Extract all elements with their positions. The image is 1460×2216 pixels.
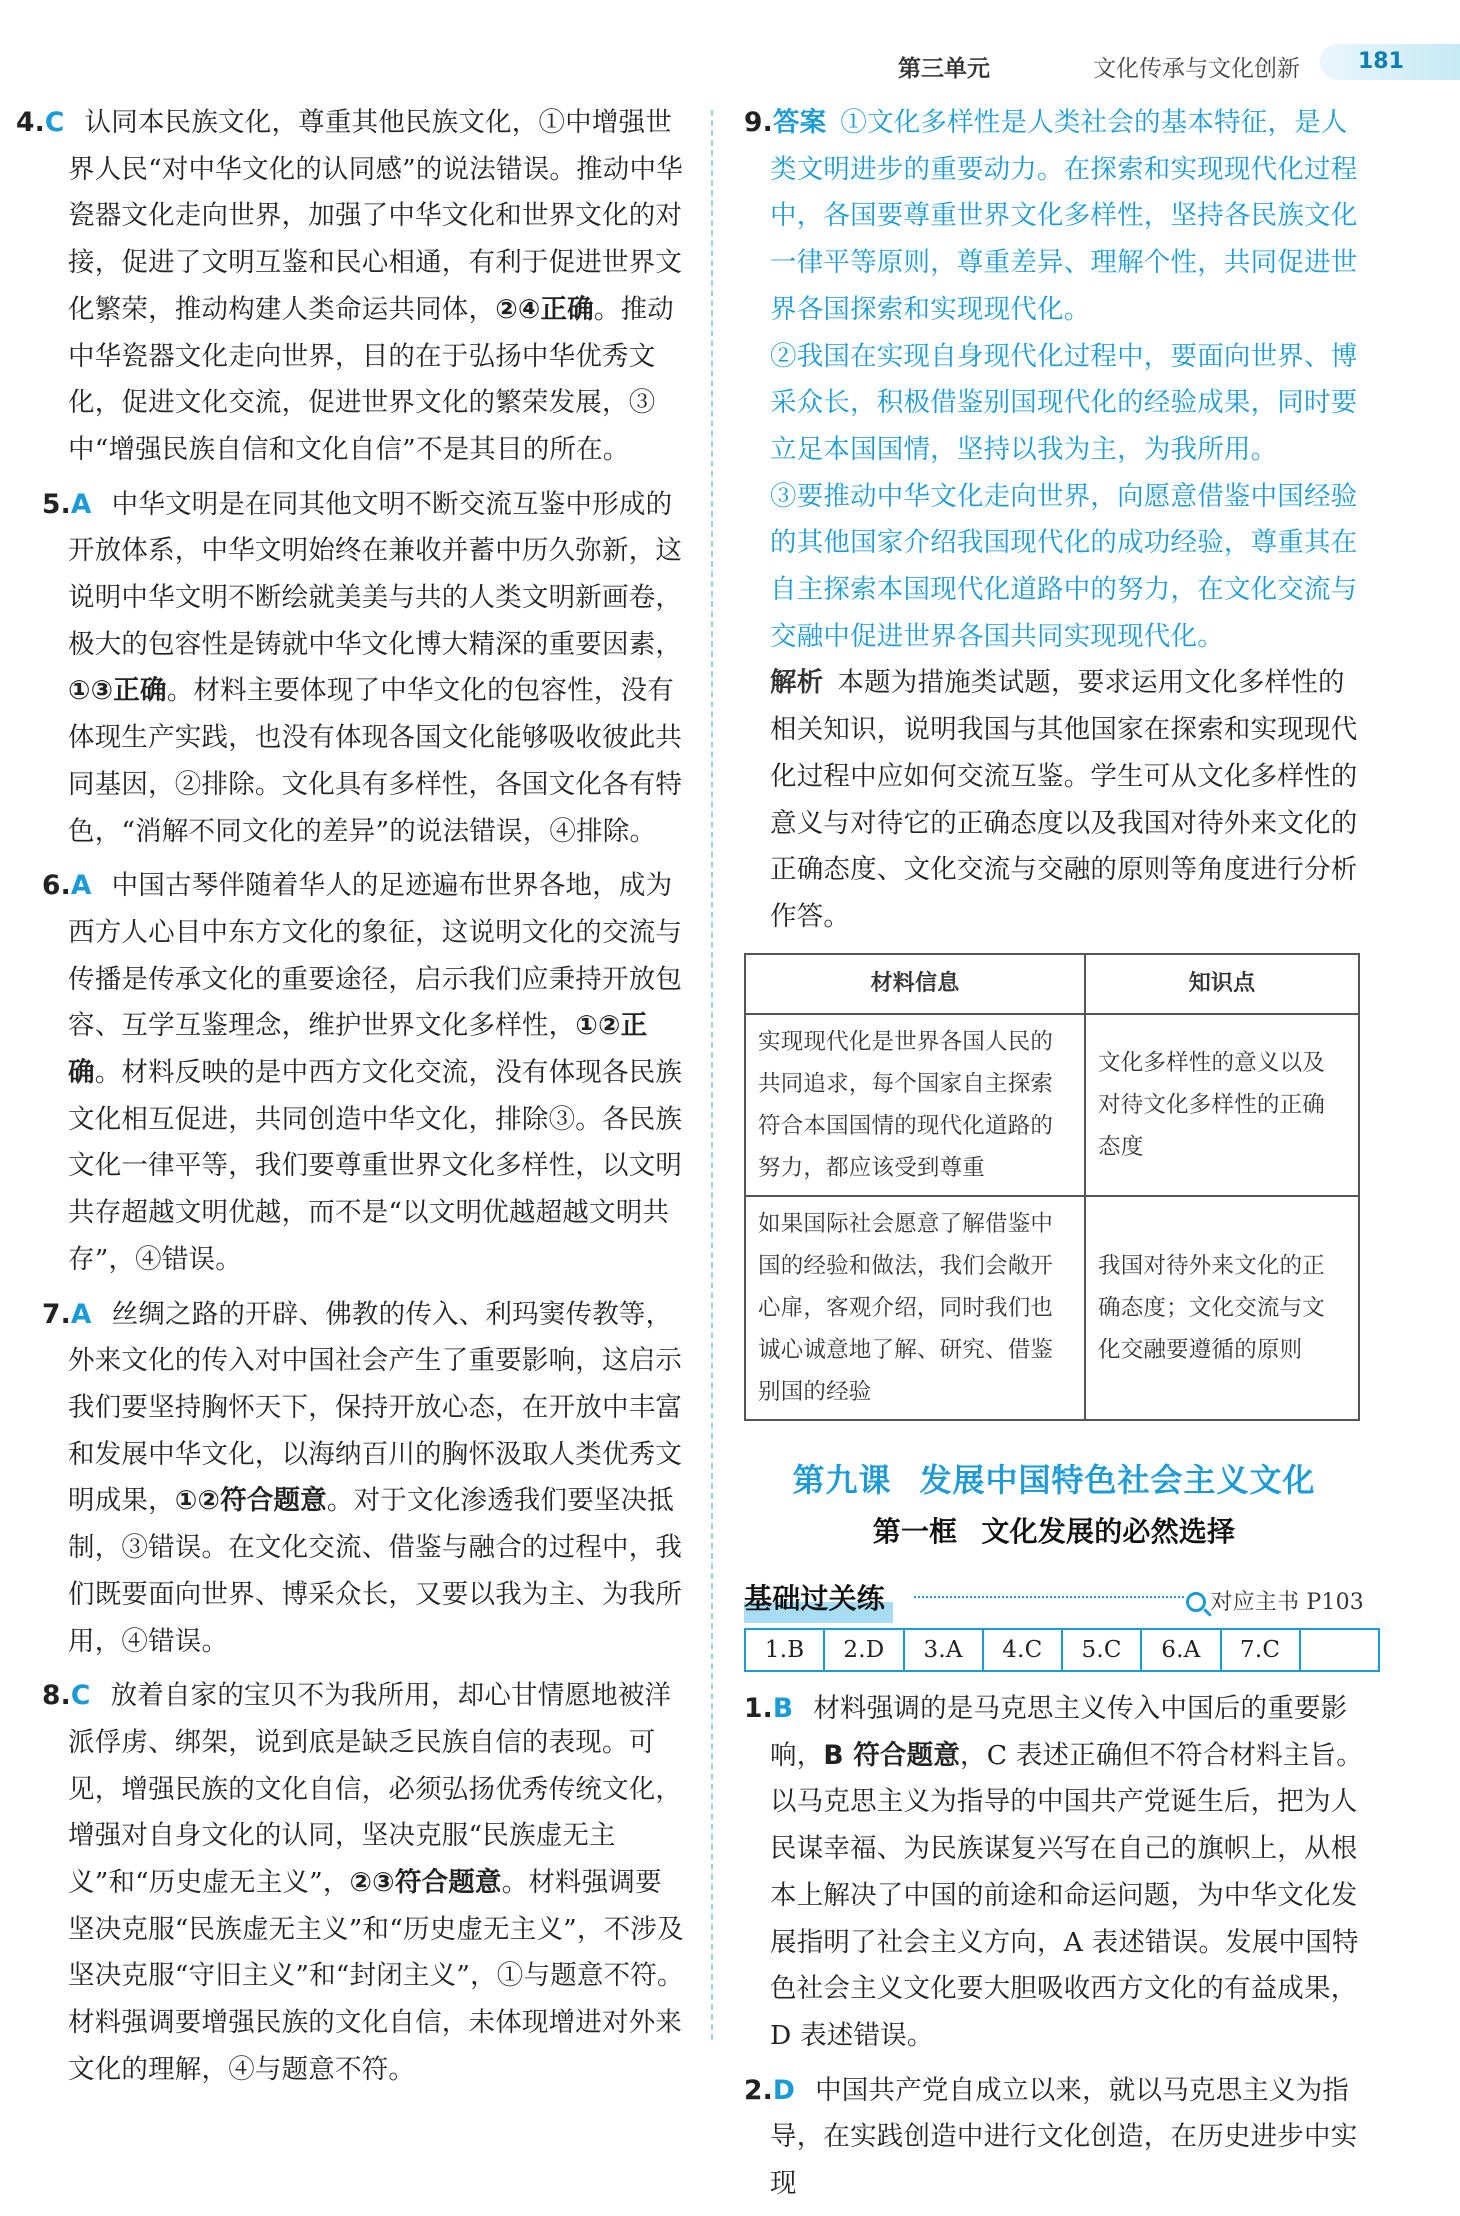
item-text: 放着自家的宝贝不为我所用，却心甘情愿地被洋派俘虏、绑架，说到底是缺乏民族自信的表现。可见，增强民族的文化自信，必须弘扬优秀传统文化，增强对自身文化的认同，坚决克服“民族虚无主义”和“历史虚无主义”， — [68, 1680, 683, 1899]
analysis-label: 解析 — [770, 667, 824, 699]
item-key-phrase: ②③符合题意 — [349, 1867, 502, 1899]
answer-point-3: ③要推动中华文化走向世界，向愿意借鉴中国经验的其他国家介绍我国现代化的成功经验，尊重其在自主探索本国现代化道路中的努力，在文化交流与交融中促进世界各国共同实现现代化。 — [770, 480, 1358, 652]
item-text: 丝绸之路的开辟、佛教的传入、利玛窦传教等，外来文化的传入对中国社会产生了重要影响，这启示我们要坚持胸怀天下，保持开放心态，在开放中丰富和发展中华文化，以海纳百川的胸怀汲取人类优秀文明成果， — [68, 1298, 683, 1517]
item-number: 7. — [42, 1298, 71, 1330]
table-header: 材料信息 — [745, 954, 1085, 1014]
practice-reference — [1186, 1580, 1364, 1627]
frame-name: 文化发展的必然选择 — [981, 1515, 1236, 1549]
item-number: 9. — [744, 107, 773, 138]
page-header — [0, 0, 1460, 82]
search-icon — [1186, 1592, 1206, 1612]
answer-choice: A — [70, 1298, 92, 1330]
answer-point-2: ②我国在实现自身现代化过程中，要面向世界、博采众长，积极借鉴别国现代化的经验成果，同时要立足本国国情，坚持以我为主，为我所用。 — [770, 340, 1358, 465]
item-text: 。材料反映的是中西方文化交流，没有体现各民族文化相互促进，共同创造中华文化，排除③。各民族文化一律平等，我们要尊重世界文化多样性，以文明共存超越文明优越，而不是“以文明优越超越文明共存”，④错误。 — [68, 1057, 683, 1275]
item-text: 。材料主要体现了中华文化的包容性，没有体现生产实践，也没有体现各国文化能够吸收彼此共同基因，②排除。文化具有多样性，各国文化各有特色，“消解不同文化的差异”的说法错误，④排除。 — [68, 675, 683, 847]
knowledge-table — [744, 953, 1360, 1421]
left-column — [16, 100, 684, 2102]
table-header: 知识点 — [1085, 954, 1359, 1014]
answer-key-strip — [744, 1628, 1380, 1672]
answer-key-cell: 1.B — [746, 1630, 825, 1670]
answer-choice: A — [70, 870, 92, 902]
answer-item-8 — [42, 1673, 684, 2093]
item-text: 。材料强调要坚决克服“民族虚无主义”和“历史虚无主义”，不涉及坚决克服“守旧主义”和“封闭主义”，①与题意不符。材料强调要增强民族的文化自信，未体现增进对外来文化的理解，④与题意不符。 — [68, 1867, 684, 2085]
table-row — [745, 1196, 1359, 1420]
item-number: 4. — [16, 107, 45, 138]
item-key-phrase: ②④正确 — [495, 293, 594, 325]
right-column — [744, 100, 1364, 2216]
table-cell: 如果国际社会愿意了解借鉴中国的经验和做法，我们会敞开心扉，客观介绍，同时我们也诚心诚意地了解、研究、借鉴别国的经验 — [745, 1196, 1085, 1420]
item-text: 中国古琴伴随着华人的足迹遍布世界各地，成为西方人心目中东方文化的象征，这说明文化的交流与传播是传承文化的重要途径，启示我们应秉持开放包容、互学互鉴理念，维护世界文化多样性， — [68, 870, 683, 1042]
section-title: 文化传承与文化创新 — [1093, 56, 1300, 82]
item-text: 中国共产党自成立以来，就以马克思主义为指导，在实践创造中进行文化创造，在历史进步中实现 — [770, 2074, 1358, 2200]
item-text: 。推动中华瓷器文化走向世界，目的在于弘扬中华优秀文化，促进文化交流，促进世界文化的繁荣发展，③中“增强民族自信和文化自信”不是其目的所在。 — [68, 293, 674, 465]
item-number: 5. — [42, 488, 71, 520]
item-key-phrase: ①②符合题意 — [174, 1485, 327, 1517]
answer-key-cell: 7.C — [1222, 1630, 1301, 1670]
answer-item-9 — [744, 100, 1364, 1421]
answer-choice: C — [44, 107, 65, 138]
answer-key-cell — [1301, 1630, 1378, 1670]
practice-item-2 — [744, 2068, 1364, 2208]
item-number: 1. — [744, 1693, 773, 1725]
item-number: 2. — [744, 2074, 773, 2106]
dotted-rule — [914, 1596, 1184, 1598]
answer-key-cell: 6.A — [1142, 1630, 1221, 1670]
answer-key-cell: 4.C — [984, 1630, 1063, 1670]
table-row — [745, 1014, 1359, 1196]
item-number: 8. — [42, 1680, 71, 1712]
item-text: 中华文明是在同其他文明不断交流互鉴中形成的开放体系，中华文明始终在兼收并蓄中历久弥新，这说明中华文明不断绘就美美与共的人类文明新画卷，极大的包容性是铸就中华文化博大精深的重要因素， — [68, 488, 683, 660]
item-key-phrase: ①③正确 — [68, 675, 167, 707]
item-number: 6. — [42, 870, 71, 902]
answer-choice: B — [772, 1693, 794, 1725]
answer-label: 答案 — [772, 107, 827, 138]
answer-choice: C — [70, 1680, 91, 1712]
column-divider — [711, 110, 713, 2040]
item-text: ，C 表述正确但不符合材料主旨。以马克思主义为指导的中国共产党诞生后，把为人民谋幸福、为民族谋复兴写在自己的旗帜上，从根本上解决了中国的前途和命运问题，为中华文化发展指明了社会主义方向，A 表述错误。发展中国特色社会主义文化要大胆吸收西方文化的有益成果，D 表述错误。 — [770, 1739, 1363, 2051]
analysis-text: 本题为措施类试题，要求运用文化多样性的相关知识，说明我国与其他国家在探索和实现现代化过程中应如何交流互鉴。学生可从文化多样性的意义与对待它的正确态度以及我国对待外来文化的正确态度、文化交流与交融的原则等角度进行分析作答。 — [770, 667, 1358, 932]
table-cell: 文化多样性的意义以及对待文化多样性的正确态度 — [1085, 1014, 1359, 1196]
chapter-label: 第三单元 — [898, 56, 990, 82]
answer-key-cell: 3.A — [905, 1630, 984, 1670]
answer-key-cell: 2.D — [825, 1630, 904, 1670]
lesson-title — [744, 1457, 1364, 1504]
item-key-phrase: B 符合题意 — [823, 1739, 961, 1771]
practice-bar — [744, 1574, 1364, 1618]
answer-choice: A — [70, 488, 92, 520]
answer-item-7 — [42, 1292, 684, 1666]
frame-title — [744, 1509, 1364, 1556]
reference-text: 对应主书 P103 — [1210, 1590, 1364, 1616]
table-cell: 我国对待外来文化的正确态度；文化交流与文化交融要遵循的原则 — [1085, 1196, 1359, 1420]
answer-item-5 — [42, 482, 684, 856]
answer-point-1: ①文化多样性是人类社会的基本特征，是人类文明进步的重要动力。在探索和实现现代化过程中，各国要尊重世界文化多样性，坚持各民族文化一律平等原则，尊重差异、理解个性，共同促进世界各国探索和实现现代化。 — [770, 107, 1358, 325]
answer-choice: D — [772, 2074, 796, 2106]
item-text: 。对于文化渗透我们要坚决抵制，③错误。在文化交流、借鉴与融合的过程中，我们既要面向世界、博采众长，又要以我为主、为我所用，④错误。 — [68, 1485, 683, 1657]
lesson-number: 第九课 — [792, 1460, 892, 1499]
page-number: 181 — [1320, 44, 1460, 80]
answer-item-4 — [16, 100, 684, 474]
frame-number: 第一框 — [872, 1515, 958, 1549]
item-key-phrase: ①②正确 — [68, 1010, 648, 1089]
practice-label: 基础过关练 — [744, 1576, 893, 1623]
item-text: 认同本民族文化，尊重其他民族文化，①中增强世界人民“对中华文化的认同感”的说法错误。推动中华瓷器文化走向世界，加强了中华文化和世界文化的对接，促进了文明互鉴和民心相通，有利于促进世界文化繁荣，推动构建人类命运共同体， — [68, 107, 683, 325]
table-cell: 实现现代化是世界各国人民的共同追求，每个国家自主探索符合本国国情的现代化道路的努力，都应该受到尊重 — [745, 1014, 1085, 1196]
practice-item-1 — [744, 1686, 1364, 2060]
item-text: 材料强调的是马克思主义传入中国后的重要影响， — [770, 1693, 1348, 1771]
answer-key-cell: 5.C — [1063, 1630, 1142, 1670]
lesson-name: 发展中国特色社会主义文化 — [919, 1460, 1316, 1499]
answer-item-6 — [42, 863, 684, 1283]
